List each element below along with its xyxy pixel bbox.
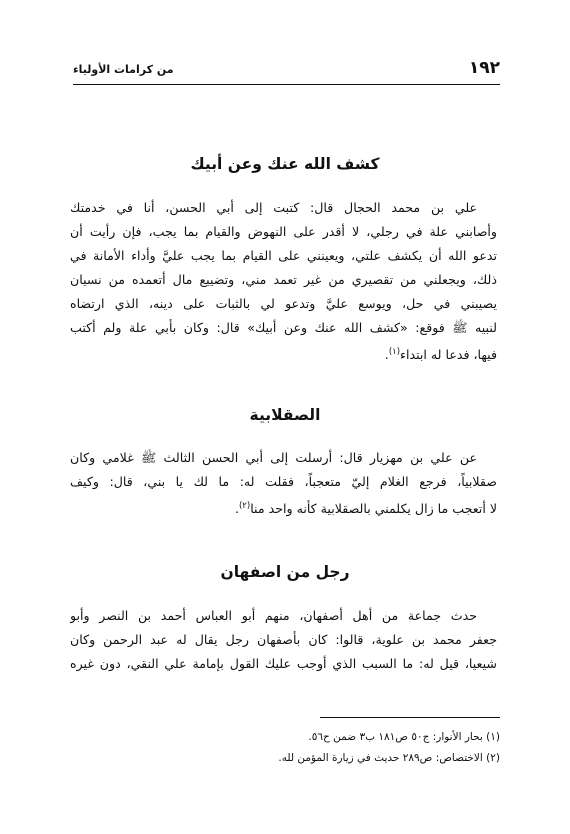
line-text: لا أتعجب ما زال يكلمني بالصقلابية كأنه واحد منا	[250, 501, 497, 517]
footnote-ref: (١)	[388, 347, 401, 357]
text-line	[70, 494, 497, 518]
text-line: شيعيا، قيل له: ما السبب الذي أوجب عليك القول بإمامة علي النقي، دون غيره	[70, 656, 497, 671]
text-line: حدث جماعة من أهل أصفهان، منهم أبو العباس أحمد بن النصر وأبو	[70, 608, 477, 623]
text-line: عن علي بن مهزيار قال: أرسلت إلى أبي الحسن الثالث ﷺ غلامي وكان	[70, 450, 477, 465]
text-line: وأصابني علة في رجلي، لا أقدر على النهوض والقيام بما يجب، فإن رأيت أن	[70, 224, 497, 239]
footnote-divider	[320, 717, 500, 718]
paragraph	[70, 604, 497, 676]
text-line: لنبيه ﷺ فوقع: «كشف الله عنك وعن أبيك» قال: وكان بأبي علة ولم أكتب	[70, 320, 497, 335]
footnote-ref: (٢)	[238, 501, 251, 511]
text-line: يصيبني في حل، ويوسع عليَّ وتدعو لي بالثبات على دينه، الذي ارتضاه	[70, 296, 497, 311]
section-heading: رجل من اصفهان	[220, 563, 350, 581]
paragraph	[70, 196, 497, 364]
text-line: جعفر محمد بن علوية، قالوا: كان بأصفهان رجل يقال له عبد الرحمن وكان	[70, 632, 497, 647]
paragraph	[70, 446, 497, 518]
section-heading: الصقلابية	[249, 406, 321, 424]
running-header	[73, 58, 500, 85]
footnote: (٢) الاختصاص: ص٢٨٩ حديث في زيارة المؤمن لله.	[278, 752, 500, 764]
line-end: .	[234, 501, 239, 517]
line-end: .	[384, 347, 389, 363]
line-text: فيها، فدعا له ابتداء	[400, 347, 497, 363]
footnotes	[73, 727, 500, 769]
text-line: ذلك، ويجعلني من تقصيري من غير تعمد مني، وتضييع مال أتعمده من نسيان	[70, 272, 497, 287]
text-line	[70, 340, 497, 364]
text-line: علي بن محمد الحجال قال: كتبت إلى أبي الحسن، أنا في خدمتك	[70, 200, 477, 215]
page-number: ١٩٢	[468, 58, 500, 78]
text-line: تدعو الله أن يكشف علتي، ويعينني على القيام بما يجب عليَّ وأداء الأمانة في	[70, 248, 497, 263]
book-title: من كرامات الأولياء	[73, 63, 174, 76]
text-line: صقلابياً، فرجع الغلام إليّ متعجباً، فقلت له: ما لك يا بني، قال: وكيف	[70, 474, 497, 489]
footnote: (١) بحار الأنوار: ج٥٠ ص١٨١ ب٣ ضمن ح٥٦.	[308, 731, 500, 743]
section-heading: كشف الله عنك وعن أبيك	[190, 155, 380, 173]
